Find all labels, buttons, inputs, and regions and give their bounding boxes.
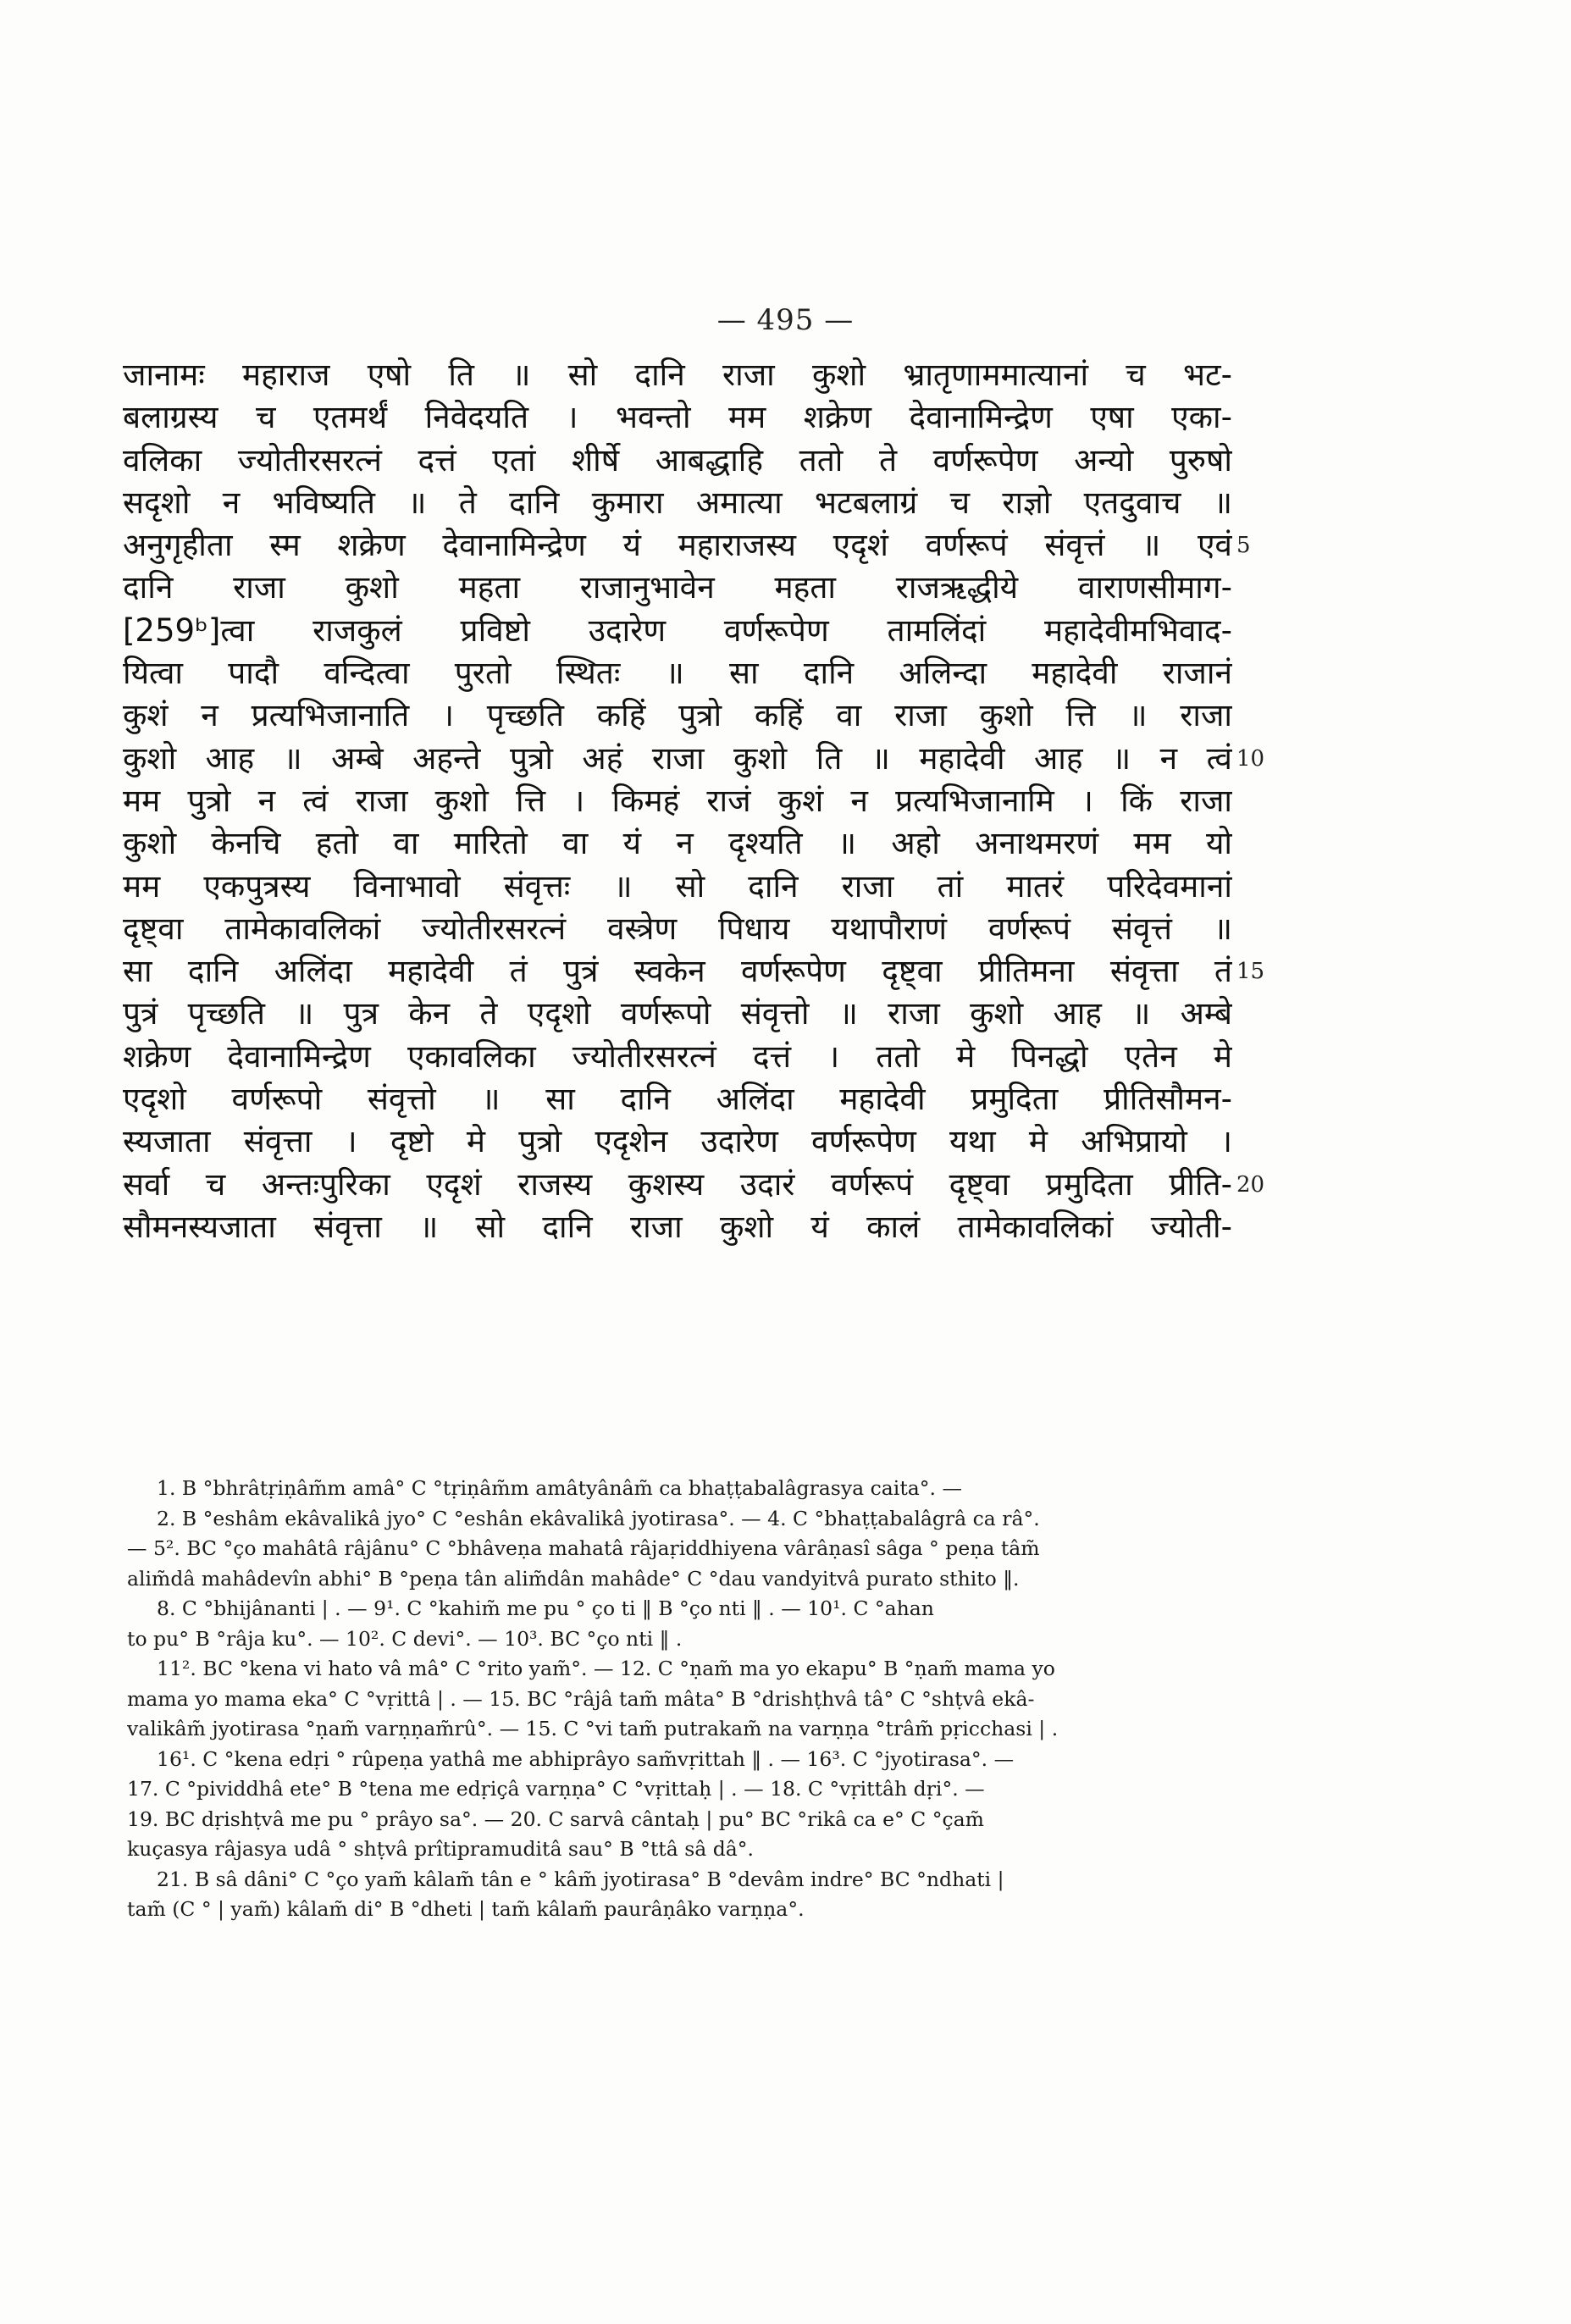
text-line: बलाग्रस्य च एतमर्थं निवेदयति । भवन्तो मम शक्रेण देवानामिन्द्रेण एषा एका- bbox=[123, 399, 1232, 436]
line-number: 5 bbox=[1236, 533, 1251, 559]
footnote-line: alim̃dâ mahâdevîn abhi° B °peṇa tân alim̃dân mahâde° C °dau vandyitvâ purato sthito ‖. bbox=[127, 1566, 1020, 1591]
text-line: शक्रेण देवानामिन्द्रेण एकावलिका ज्योतीरसरत्नं दत्तं । ततो मे पिनद्धो एतेन मे bbox=[123, 1038, 1232, 1075]
text-line: मम एकपुत्रस्य विनाभावो संवृत्तः ॥ सो दानि राजा तां मातरं परिदेवमानां bbox=[123, 867, 1232, 905]
footnote-line: — 5². BC °ço mahâtâ râjânu° C °bhâveṇa mahatâ râjaṛiddhiyena vârâṇasî sâga ° peṇa tâm̃ bbox=[127, 1536, 1040, 1560]
footnotes bbox=[127, 1474, 1228, 1925]
text-line: वलिका ज्योतीरसरत्नं दत्तं एतां शीर्षे आबद्धाहि ततो ते वर्णरूपेण अन्यो पुरुषो bbox=[123, 441, 1232, 479]
footnote-line: 8. C °bhijânanti | . — 9¹. C °kahim̃ me pu ° ço ti ‖ B °ço nti ‖ . — 10¹. C °ahan bbox=[157, 1596, 934, 1620]
text-line: दृष्ट्वा तामेकावलिकां ज्योतीरसरत्नं वस्त्रेण पिधाय यथापौराणं वर्णरूपं संवृत्तं ॥ bbox=[123, 910, 1232, 947]
text-line: अनुगृहीता स्म शक्रेण देवानामिन्द्रेण यं महाराजस्य एदृशं वर्णरूपं संवृत्तं ॥ एवं bbox=[123, 527, 1232, 564]
text-line: सदृशो न भविष्यति ॥ ते दानि कुमारा अमात्या भटबलाग्रं च राज्ञो एतदुवाच ॥ bbox=[123, 484, 1232, 521]
footnote-line: 2. B °eshâm ekâvalikâ jyo° C °eshân ekâvalikâ jyotirasa°. — 4. C °bhaṭṭabalâgrâ ca râ°. bbox=[157, 1506, 1040, 1530]
footnote-line: to pu° B °râja ku°. — 10². C devi°. — 10³. BC °ço nti ‖ . bbox=[127, 1626, 683, 1651]
text-line: यित्वा पादौ वन्दित्वा पुरतो स्थितः ॥ सा दानि अलिन्दा महादेवी राजानं bbox=[123, 655, 1232, 692]
text-line: सौमनस्यजाता संवृत्ता ॥ सो दानि राजा कुशो यं कालं तामेकावलिकां ज्योती- bbox=[123, 1208, 1232, 1245]
footnote-line: tam̃ (C ° | yam̃) kâlam̃ di° B °dheti | tam̃ kâlam̃ paurâṇâko varṇṇa°. bbox=[127, 1897, 805, 1921]
line-number: 20 bbox=[1236, 1171, 1265, 1198]
footnote-line: mama yo mama eka° C °vṛittâ | . — 15. BC °râjâ tam̃ mâta° B °drishṭhvâ tâ° C °shṭvâ ekâ- bbox=[127, 1686, 1035, 1711]
page-number: — 495 — bbox=[716, 303, 855, 337]
text-line: दानि राजा कुशो महता राजानुभावेन महता राजऋद्धीये वाराणसीमाग- bbox=[123, 569, 1232, 606]
text-line: कुशं न प्रत्यभिजानाति । पृच्छति कहिं पुत्रो कहिं वा राजा कुशो त्ति ॥ राजा bbox=[123, 697, 1232, 734]
footnote-line: 17. C °pividdhâ ete° B °tena me edṛiçâ varṇṇa° C °vṛittaḥ | . — 18. C °vṛittâh dṛi°. — bbox=[127, 1777, 985, 1801]
line-number: 15 bbox=[1236, 959, 1265, 985]
footnote-line: 19. BC dṛishṭvâ me pu ° prâyo sa°. — 20. C sarvâ cântaḥ | pu° BC °rikâ ca e° C °çam̃ bbox=[127, 1807, 984, 1831]
text-line: सर्वा च अन्तःपुरिका एदृशं राजस्य कुशस्य उदारं वर्णरूपं दृष्ट्वा प्रमुदिता प्रीति- bbox=[123, 1165, 1232, 1203]
text-line: कुशो आह ॥ अम्बे अहन्ते पुत्रो अहं राजा कुशो ति ॥ महादेवी आह ॥ न त्वं bbox=[123, 739, 1232, 777]
text-line: कुशो केनचि हतो वा मारितो वा यं न दृश्यति ॥ अहो अनाथमरणं मम यो bbox=[123, 825, 1232, 862]
footnote-line: kuçasya râjasya udâ ° shṭvâ prîtipramuditâ sau° B °ttâ sâ dâ°. bbox=[127, 1837, 755, 1861]
footnote-line: 16¹. C °kena edṛi ° rûpeṇa yathâ me abhiprâyo sam̃vṛittah ‖ . — 16³. C °jyotirasa°. — bbox=[157, 1746, 1015, 1771]
footnote-line: 21. B sâ dâni° C °ço yam̃ kâlam̃ tân e ° kâm̃ jyotirasa° B °devâm indre° BC °ndhati | bbox=[157, 1867, 1004, 1891]
line-number: 10 bbox=[1236, 745, 1265, 772]
footnote-line: valikâm̃ jyotirasa °ṇam̃ varṇṇam̃rû°. — 15. C °vi tam̃ putrakam̃ na varṇṇa °trâm̃ pṛicchasi | . bbox=[127, 1717, 1059, 1740]
text-line: [259ᵇ]त्वा राजकुलं प्रविष्टो उदारेण वर्णरूपेण तामलिंदां महादेवीमभिवाद- bbox=[123, 611, 1232, 649]
text-line: सा दानि अलिंदा महादेवी तं पुत्रं स्वकेन वर्णरूपेण दृष्ट्वा प्रीतिमना संवृत्ता तं bbox=[123, 953, 1232, 990]
text-line: स्यजाता संवृत्ता । दृष्टो मे पुत्रो एदृशेन उदारेण वर्णरूपेण यथा मे अभिप्रायो । bbox=[123, 1123, 1232, 1160]
footnote-line: 11². BC °kena vi hato vâ mâ° C °rito yam̃°. — 12. C °ṇam̃ ma yo ekapu° B °ṇam̃ mama yo bbox=[157, 1657, 1055, 1680]
footnote-line: 1. B °bhrâtṛiṇâm̃m amâ° C °tṛiṇâm̃m amâtyânâm̃ ca bhaṭṭabalâgrasya caita°. — bbox=[157, 1476, 962, 1500]
text-line: एदृशो वर्णरूपो संवृत्तो ॥ सा दानि अलिंदा महादेवी प्रमुदिता प्रीतिसौमन- bbox=[123, 1081, 1232, 1118]
text-line: मम पुत्रो न त्वं राजा कुशो त्ति । किमहं राजं कुशं न प्रत्यभिजानामि । किं राजा bbox=[123, 782, 1232, 819]
text-line: जानामः महाराज एषो ति ॥ सो दानि राजा कुशो भ्रातृणाममात्यानां च भट- bbox=[123, 357, 1232, 393]
main-text bbox=[123, 354, 1232, 1248]
text-line: पुत्रं पृच्छति ॥ पुत्र केन ते एदृशो वर्णरूपो संवृत्तो ॥ राजा कुशो आह ॥ अम्बे bbox=[123, 995, 1232, 1032]
